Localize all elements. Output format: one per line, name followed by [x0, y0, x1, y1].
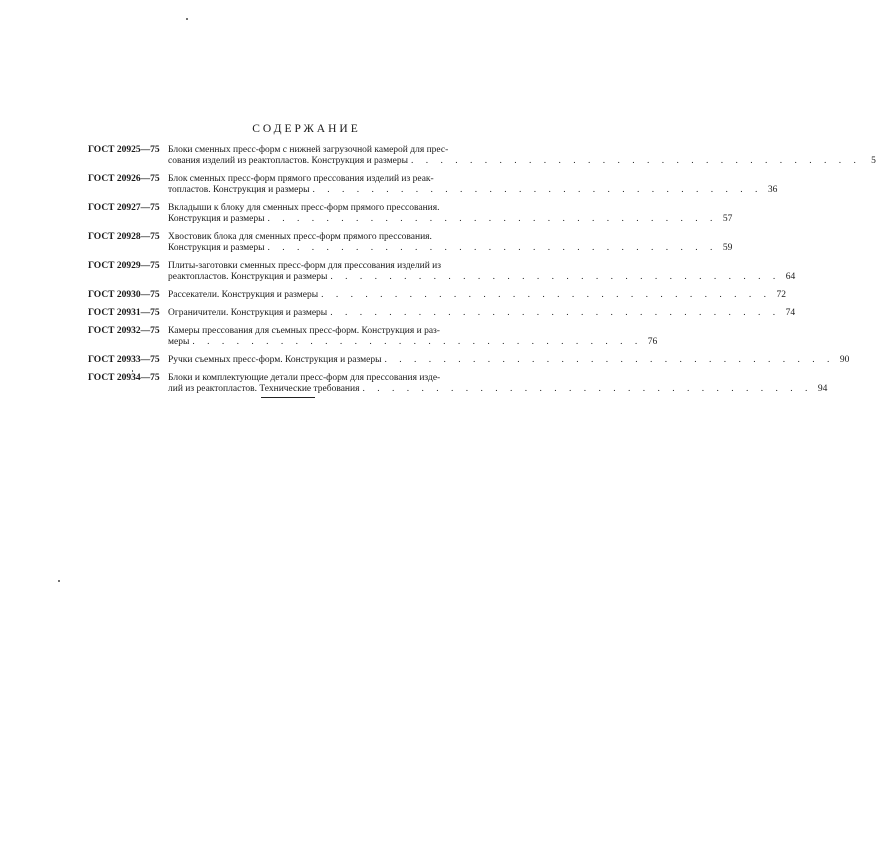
- entry-text-line: Блоки сменных пресс-форм с нижней загрузочной камерой для прес-: [168, 145, 449, 155]
- dot-leader: . . . . . . . . . . . . . . . . . . . . . . . . . . . . . . .: [312, 185, 763, 195]
- entry-text-line: Конструкция и размеры: [168, 214, 265, 224]
- entry-text-line: меры: [168, 337, 190, 347]
- table-of-contents: [88, 145, 876, 402]
- scan-speck: [186, 18, 188, 20]
- page-number: 90: [839, 355, 850, 365]
- entry-text-line: Блоки и комплектующие детали пресс-форм для прессования изде-: [168, 373, 441, 383]
- entry-last-line: [168, 185, 777, 196]
- entry-last-line: [168, 290, 786, 301]
- dot-leader: . . . . . . . . . . . . . . . . . . . . . . . . . . . . . . .: [267, 243, 718, 253]
- entry-description: [168, 308, 795, 319]
- toc-entry: [88, 373, 828, 395]
- entry-description: [168, 355, 849, 366]
- entry-last-line: [168, 308, 795, 319]
- toc-entry: [88, 203, 733, 225]
- entry-last-line: [168, 355, 849, 366]
- toc-entry: [88, 232, 733, 254]
- page-number: 5: [871, 156, 876, 166]
- standard-code: ГОСТ 20932—75: [88, 326, 160, 336]
- page-number: 94: [817, 384, 828, 394]
- standard-code: ГОСТ 20925—75: [88, 145, 160, 155]
- entry-text-line: лий из реактопластов. Технические требования: [168, 384, 360, 394]
- dot-leader: . . . . . . . . . . . . . . . . . . . . . . . . . . . . . . .: [384, 355, 835, 365]
- entry-description: [168, 261, 795, 283]
- standard-code: ГОСТ 20933—75: [88, 355, 160, 365]
- entry-text-line: Плиты-заготовки сменных пресс-форм для прессования изделий из: [168, 261, 441, 271]
- entry-text-line: Ограничители. Конструкция и размеры: [168, 308, 328, 318]
- entry-last-line: [168, 384, 827, 395]
- toc-entry: [88, 261, 796, 283]
- scan-speck: [132, 370, 133, 372]
- entry-last-line: [168, 214, 732, 225]
- standard-code: ГОСТ 20928—75: [88, 232, 160, 242]
- standard-code: ГОСТ 20927—75: [88, 203, 160, 213]
- dot-leader: . . . . . . . . . . . . . . . . . . . . . . . . . . . . . . .: [330, 272, 781, 282]
- toc-entry: [88, 308, 796, 319]
- page-number: 59: [722, 243, 733, 253]
- toc-entry: [88, 174, 778, 196]
- toc-entry: [88, 355, 850, 366]
- page-number: 72: [776, 290, 787, 300]
- page-number: 64: [785, 272, 796, 282]
- dot-leader: . . . . . . . . . . . . . . . . . . . . . . . . . . . . . . .: [330, 308, 781, 318]
- entry-text-line: Блок сменных пресс-форм прямого прессования изделий из реак-: [168, 174, 434, 184]
- entry-text-line: Рассекатели. Конструкция и размеры: [168, 290, 319, 300]
- entry-text-line: топластов. Конструкция и размеры: [168, 185, 310, 195]
- dot-leader: . . . . . . . . . . . . . . . . . . . . . . . . . . . . . . .: [321, 290, 772, 300]
- entry-description: [168, 232, 732, 254]
- standard-code: ГОСТ 20929—75: [88, 261, 160, 271]
- standard-code: ГОСТ 20930—75: [88, 290, 160, 300]
- dot-leader: . . . . . . . . . . . . . . . . . . . . . . . . . . . . . . .: [362, 384, 813, 394]
- page-number: 76: [647, 337, 658, 347]
- standard-code: ГОСТ 20926—75: [88, 174, 160, 184]
- entry-last-line: [168, 272, 795, 283]
- dot-leader: . . . . . . . . . . . . . . . . . . . . . . . . . . . . . . .: [411, 156, 861, 166]
- entry-description: [168, 373, 827, 395]
- page-number: 74: [785, 308, 796, 318]
- scan-speck: [58, 580, 60, 582]
- entry-description: [168, 326, 657, 348]
- entry-text-line: Конструкция и размеры: [168, 243, 265, 253]
- entry-description: [168, 290, 786, 301]
- entry-description: [168, 203, 732, 225]
- page-number: 57: [722, 214, 733, 224]
- page-number: 36: [767, 185, 778, 195]
- toc-entry: [88, 290, 787, 301]
- entry-last-line: [168, 243, 732, 254]
- dot-leader: . . . . . . . . . . . . . . . . . . . . . . . . . . . . . . .: [267, 214, 718, 224]
- entry-description: [168, 174, 777, 196]
- entry-last-line: [168, 337, 657, 348]
- entry-text-line: реактопластов. Конструкция и размеры: [168, 272, 328, 282]
- entry-text-line: Хвостовик блока для сменных пресс-форм прямого прессования.: [168, 232, 432, 242]
- entry-description: [168, 145, 876, 167]
- toc-entry: [88, 145, 876, 167]
- entry-text-line: Вкладыши к блоку для сменных пресс-форм прямого прессования.: [168, 203, 440, 213]
- standard-code: ГОСТ 20931—75: [88, 308, 160, 318]
- closing-rule: [261, 397, 315, 398]
- entry-text-line: Камеры прессования для съемных пресс-форм. Конструкция и раз-: [168, 326, 440, 336]
- page-title: СОДЕРЖАНИЕ: [252, 123, 361, 135]
- toc-entry: [88, 326, 658, 348]
- standard-code: ГОСТ 20934—75: [88, 373, 160, 383]
- dot-leader: . . . . . . . . . . . . . . . . . . . . . . . . . . . . . . .: [192, 337, 643, 347]
- entry-text-line: Ручки съемных пресс-форм. Конструкция и размеры: [168, 355, 382, 365]
- entry-last-line: [168, 156, 876, 167]
- entry-text-line: сования изделий из реактопластов. Конструкция и размеры: [168, 156, 408, 166]
